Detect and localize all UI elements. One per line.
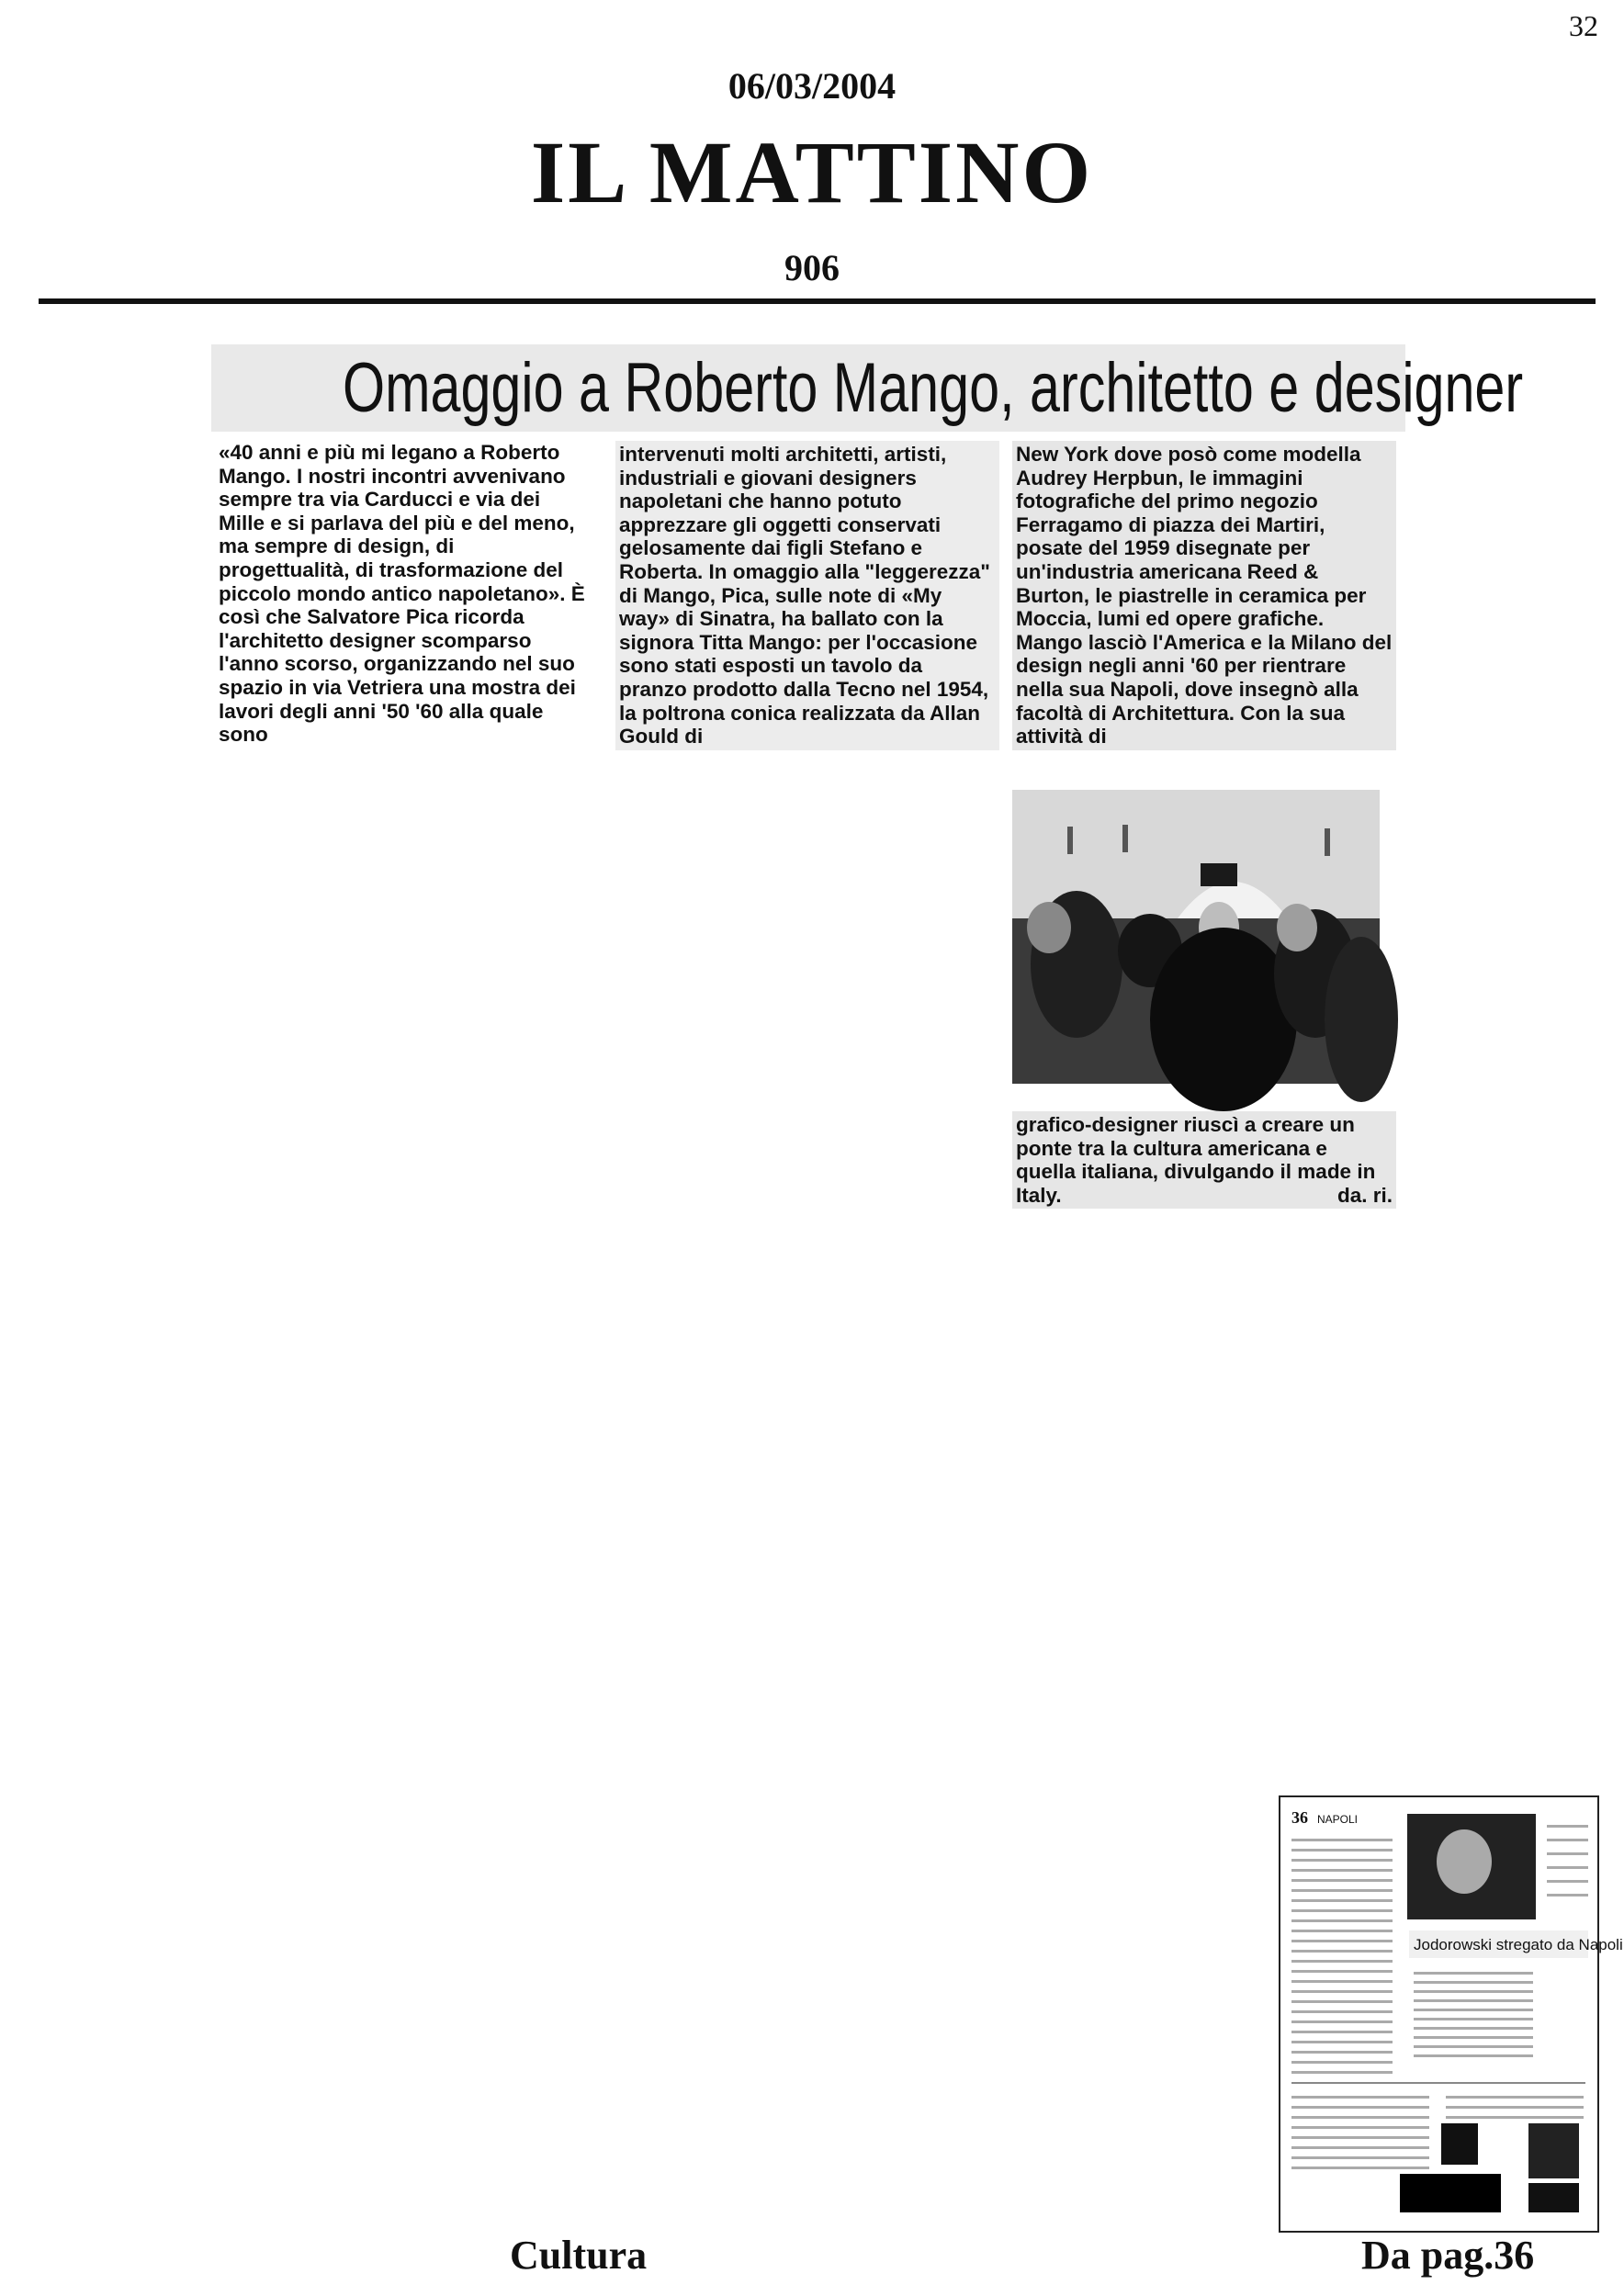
thumbnail-page-number: 36 [1291, 1808, 1308, 1827]
thumbnail-headline: Jodorowski stregato da Napoli [1414, 1936, 1623, 1953]
article-column-2: intervenuti molti architetti, artisti, industriali e giovani designers napoletani che hanno potuto apprezzare gli oggetti conservati gelosamente dai figli Stefano e Roberta. In omaggio alla "leggerezza" di Mango, Pica, sulle note di «My way» di Sinatra, ha ballato con la signora Titta Mango: per l'occasione sono stati esposti un tavolo da pranzo prodotto dalla Tecno nel 1954, la poltrona conica realizzata da Allan Gould di [615, 441, 999, 750]
event-photo [1012, 790, 1380, 1084]
source-page-thumbnail-drawing [1280, 1797, 1623, 2231]
source-page-thumbnail [1279, 1795, 1623, 2233]
thumbnail-section: NAPOLI [1317, 1813, 1359, 1826]
newspaper-masthead: IL MATTINO [530, 123, 1094, 221]
issue-code: 906 [784, 247, 840, 288]
event-photo-illustration [1012, 790, 1380, 1084]
clip-date: 06/03/2004 [727, 65, 897, 107]
article-signature: da. ri. [1336, 1183, 1393, 1207]
headline-band [211, 344, 1524, 432]
article-closing-text: grafico-designer riuscì a creare un ponte tra la cultura americana e quella italiana, divulgando il made in Italy. [1016, 1113, 1376, 1207]
article-headline: Omaggio a Roberto Mango, architetto e designer [343, 349, 1524, 427]
section-label: Cultura [510, 2233, 648, 2278]
article-column-1: «40 anni e più mi legano a Roberto Mango. I nostri incontri avvenivano sempre tra via Carducci e via dei Mille e si parlava del più e del meno, ma sempre di design, di progettualità, di trasformazione del piccolo mondo antico napoletano». È così che Salvatore Pica ricorda l'architetto designer scomparso l'anno scorso, organizzando nel suo spazio in via Vetriera una mostra dei lavori degli anni '50 '60 alla quale sono [219, 441, 585, 747]
header-rule [39, 298, 1596, 304]
article-column-3-end [1012, 1111, 1396, 1209]
page-number: 32 [1569, 9, 1598, 42]
source-page-ref: Da pag.36 [1361, 2233, 1535, 2278]
article-column-3: New York dove posò come modella Audrey Herpbun, le immagini fotografiche del primo negozio Ferragamo di piazza dei Martiri, posate del 1959 disegnate per un'industria americana Reed & Burton, le piastrelle in ceramica per Moccia, lumi ed opere grafiche. Mango lasciò l'America e la Milano del design negli anni '60 per rientrare nella sua Napoli, dove insegnò alla facoltà di Architettura. Con la sua attività di [1012, 441, 1396, 750]
